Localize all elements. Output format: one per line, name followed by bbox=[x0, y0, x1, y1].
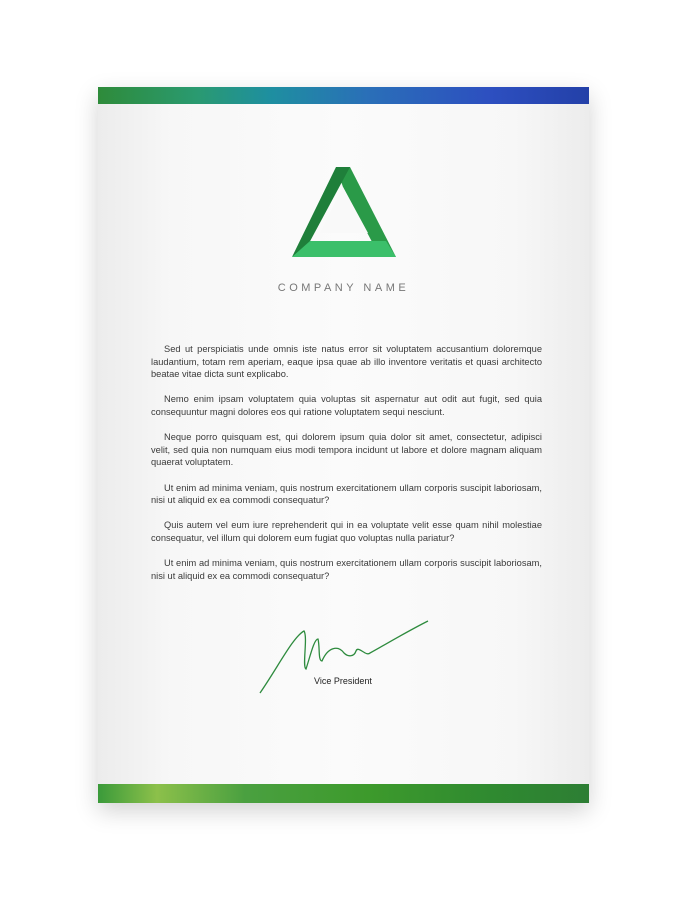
paragraph: Ut enim ad minima veniam, quis nostrum exercitationem ullam corporis suscipit laboriosam, nisi ut aliquid ex ea commodi consequatur? bbox=[151, 558, 542, 581]
paragraph: Nemo enim ipsam voluptatem quia voluptas sit aspernatur aut odit aut fugit, sed quia consequuntur magni dolores eos qui ratione voluptatem sequi nesciunt. bbox=[151, 394, 542, 417]
company-name: COMPANY NAME bbox=[277, 282, 410, 294]
header-color-bar bbox=[98, 87, 589, 104]
paragraph: Neque porro quisquam est, qui dolorem ipsum quia dolor sit amet, consectetur, adipisci velit, sed quia non numquam eius modi tempora incidunt ut labore et dolore magnam aliquam quaerat voluptatem. bbox=[151, 432, 542, 468]
paragraph: Sed ut perspiciatis unde omnis iste natus error sit voluptatem accusantium doloremque laudantium, totam rem aperiam, eaque ipsa quae ab illo inventore veritatis et quasi architecto beatae vitae dicta sunt explicabo. bbox=[151, 344, 542, 380]
green-triangle-logo-icon bbox=[290, 165, 398, 259]
paragraph: Quis autem vel eum iure reprehenderit qui in ea voluptate velit esse quam nihil molestiae consequatur, vel illum qui dolorem eum fugiat quo voluptas nulla pariatur? bbox=[151, 520, 542, 543]
paragraph: Ut enim ad minima veniam, quis nostrum exercitationem ullam corporis suscipit laboriosam, nisi ut aliquid ex ea commodi consequatur? bbox=[151, 482, 542, 506]
signatory-title: Vice President bbox=[314, 676, 372, 686]
letter-body bbox=[151, 343, 542, 595]
letterhead-page bbox=[98, 87, 589, 803]
footer-color-bar bbox=[98, 784, 589, 803]
